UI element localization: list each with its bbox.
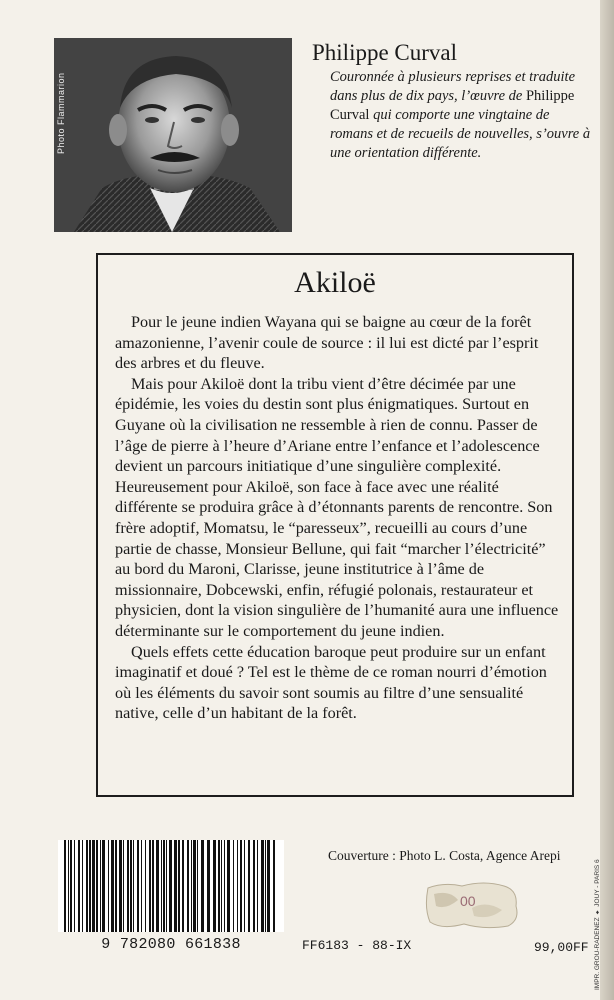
price: 99,00FF [534, 940, 589, 955]
barcode-bar [273, 840, 275, 932]
author-bio [330, 68, 592, 163]
barcode-bar [197, 840, 198, 932]
blurb-paragraph: Pour le jeune indien Wayana qui se baigne au cœur de la forêt amazonienne, l’avenir coule de source : il lui est dicté par l’esprit des arbres et du fleuve. [115, 313, 539, 373]
barcode-bar [68, 840, 69, 932]
barcode-bar [82, 840, 83, 932]
barcode-bar [119, 840, 122, 932]
barcode-bar [221, 840, 222, 932]
barcode-bar [70, 840, 72, 932]
blurb-paragraph: Quels effets cette éducation baroque peut produire sur un enfant imaginatif et doué ? Tel est le thème de ce roman nourri d’émotion où les éléments du savoir sont soumis au filtre d’une sensualité native, celle d’un habitant de la forêt. [115, 642, 547, 723]
barcode-bar [218, 840, 220, 932]
barcode-bar [224, 840, 225, 932]
barcode-bar [137, 840, 139, 932]
barcode-bar [127, 840, 129, 932]
barcode-bar [233, 840, 234, 932]
blurb-text [115, 312, 560, 724]
barcode-bar [187, 840, 189, 932]
printer-note: IMPR. GROU-RADENEZ ♦ JOUY - PARIS 6 [594, 859, 601, 990]
barcode-bar [133, 840, 134, 932]
barcode-bar [207, 840, 210, 932]
isbn-barcode [58, 840, 284, 932]
author-bio-text-end: qui comporte une vingtaine de romans et de recueils de nouvelles, s’ouvre à une orientation différente. [330, 107, 591, 161]
barcode-bar [100, 840, 101, 932]
barcode-bar [123, 840, 124, 932]
author-name: Philippe Curval [312, 40, 458, 65]
barcode-bar [174, 840, 177, 932]
barcode-bar [267, 840, 270, 932]
barcode-bar [261, 840, 264, 932]
barcode-bar [145, 840, 146, 932]
barcode-bar [193, 840, 196, 932]
author-bio-text: Couronnée à plusieurs reprises et traduite dans plus de dix pays, l’œuvre de [330, 69, 576, 104]
cover-credit: Couverture : Photo L. Costa, Agence Arepi [328, 848, 561, 863]
barcode-bar [111, 840, 114, 932]
barcode-bar [96, 840, 98, 932]
reference-code: FF6183 - 88-IX [302, 938, 412, 953]
barcode-bar [149, 840, 151, 932]
barcode-bar [86, 840, 88, 932]
barcode-bar [213, 840, 216, 932]
barcode-bar [156, 840, 159, 932]
author-photo [54, 38, 292, 232]
barcode-bar [201, 840, 204, 932]
barcode-bar [182, 840, 184, 932]
barcode-bar [92, 840, 95, 932]
barcode-bar [74, 840, 75, 932]
barcode-bar [64, 840, 66, 932]
barcode-bar [108, 840, 109, 932]
barcode-bar [102, 840, 105, 932]
barcode-bar [240, 840, 242, 932]
barcode-bar [130, 840, 132, 932]
barcode-bar [244, 840, 245, 932]
barcode-bar [152, 840, 154, 932]
barcode-bar [237, 840, 238, 932]
photo-credit: Photo Flammarion [56, 72, 66, 154]
barcode-bar [227, 840, 230, 932]
barcode-bar [178, 840, 180, 932]
sticker-text: 00 [460, 893, 476, 909]
isbn-number: 9 782080 661838 [101, 936, 241, 953]
barcode-bar [253, 840, 255, 932]
barcode-bar [115, 840, 117, 932]
barcode-bar [248, 840, 250, 932]
barcode-bar [163, 840, 165, 932]
author-bio-name: Philippe Curval [330, 88, 575, 123]
barcode-bar [265, 840, 266, 932]
blurb-paragraph: Mais pour Akiloë dont la tribu vient d’être décimée par une épidémie, les voies du destin sont plus énigmatiques. Surtout en Guyane où la civilisation ne ressemble à rien de connu. Passer de l’âge de pierre à l’heure d’Ariane entre l’enfance et l’adolescence devient un parcours initiatique d’une singulière complexité. Heureusement pour Akiloë, son face à face avec une réalité différente se produira grâce à d’étonnants parents de rencontre. Son frère adoptif, Momatsu, le “paresseux”, recueilli au cours d’une partie de chasse, Monsieur Bellune, qui fait “marcher l’électricité” au bord du Maroni, Clarisse, jeune institutrice à l’âme de missionnaire, Dobcewski, enfin, réfugié polonais, restaurateur et physicien, dont la vision singulière de l’humanité aura une influence déterminante sur le comportement du jeune indien. [115, 374, 559, 640]
torn-price-sticker [424, 880, 520, 930]
barcode-bar [89, 840, 91, 932]
barcode-bar [141, 840, 142, 932]
barcode-bar [78, 840, 80, 932]
book-title: Akiloë [294, 266, 376, 299]
barcode-bar [169, 840, 172, 932]
barcode-bar [191, 840, 192, 932]
barcode-bar [166, 840, 167, 932]
barcode-bar [257, 840, 258, 932]
barcode-bar [161, 840, 162, 932]
